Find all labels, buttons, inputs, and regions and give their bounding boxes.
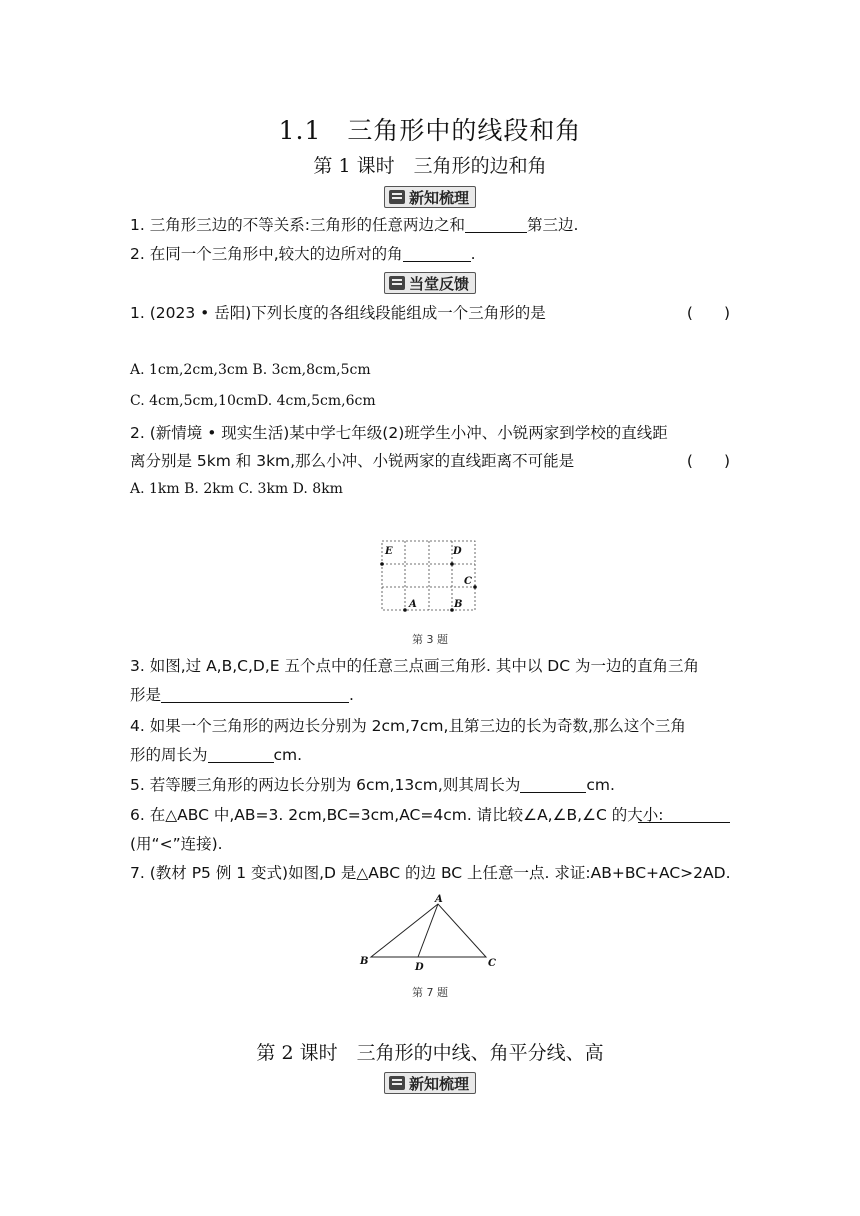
question-3-line-2: 形是 . — [130, 686, 354, 704]
question-1: 1. (2023 • 岳阳)下列长度的各组线段能组成一个三角形的是 ( ) — [130, 304, 730, 322]
point-E — [380, 562, 384, 566]
question-2-line-2: 离分别是 5km 和 3km,那么小冲、小锐两家的直线距离不可能是 ( ) — [130, 452, 730, 470]
question-7: 7. (教材 P5 例 1 变式)如图,D 是△ABC 的边 BC 上任意一点. 求证:AB+BC+AC>2AD. — [130, 864, 731, 882]
question-5: 5. 若等腰三角形的两边长分别为 6cm,13cm,则其周长为 cm. — [130, 776, 615, 794]
answer-blank[interactable] — [208, 746, 274, 763]
pencil-icon — [389, 276, 405, 290]
label-C: C — [464, 576, 472, 587]
lesson-2-title: 第 2 课时 三角形的中线、角平分线、高 — [256, 1042, 604, 1064]
label-B: B — [360, 956, 369, 967]
label-A: A — [435, 894, 443, 905]
question-4-line-1: 4. 如果一个三角形的两边长分别为 2cm,7cm,且第三边的长为奇数,那么这个三角 — [130, 717, 686, 735]
question-6-line-1: 6. 在△ABC 中,AB=3. 2cm,BC=3cm,AC=4cm. 请比较∠A,∠B,∠C 的大小: — [130, 804, 730, 826]
badge-label: 新知梳理 — [408, 1074, 470, 1093]
question-1-options-row-1: A. 1cm,2cm,3cm B. 3cm,8cm,5cm — [130, 362, 371, 378]
book-icon — [389, 1076, 405, 1090]
badge-label: 当堂反馈 — [408, 274, 470, 293]
learn-item-2: 2. 在同一个三角形中,较大的边所对的角 . — [130, 245, 476, 263]
badge-label: 新知梳理 — [408, 188, 470, 207]
question-4-line-2: 形的周长为 cm. — [130, 746, 303, 764]
answer-parentheses[interactable]: ( ) — [686, 304, 730, 322]
section-badge-learn — [384, 186, 476, 208]
question-2-line-1: 2. (新情境 • 现实生活)某中学七年级(2)班学生小冲、小锐两家到学校的直线距 — [130, 424, 668, 442]
answer-blank[interactable] — [161, 686, 349, 703]
section-badge-practice — [384, 272, 476, 294]
learn-item-1: 1. 三角形三边的不等关系:三角形的任意两边之和 第三边. — [130, 216, 579, 234]
figure-7-caption: 第 7 题 — [412, 986, 448, 999]
page-title: 1.1 三角形中的线段和角 — [278, 116, 582, 145]
answer-blank[interactable] — [520, 776, 586, 793]
point-C — [473, 585, 477, 589]
question-3-line-1: 3. 如图,过 A,B,C,D,E 五个点中的任意三点画三角形. 其中以 DC 为一边的直角三角 — [130, 657, 699, 675]
label-D: D — [453, 546, 462, 557]
label-C: C — [488, 958, 496, 969]
lesson-1-title: 第 1 课时 三角形的边和角 — [313, 155, 547, 177]
section-badge-learn-2 — [384, 1072, 476, 1094]
label-D: D — [415, 962, 424, 973]
figure-7-triangle — [355, 893, 505, 973]
answer-parentheses[interactable]: ( ) — [686, 452, 730, 470]
book-icon — [389, 190, 405, 204]
answer-blank[interactable] — [403, 245, 471, 262]
label-B: B — [454, 599, 463, 610]
question-2-options: A. 1km B. 2km C. 3km D. 8km — [130, 481, 343, 497]
figure-3-caption: 第 3 题 — [412, 633, 448, 646]
point-A — [403, 608, 407, 612]
label-E: E — [385, 546, 393, 557]
question-1-options-row-2: C. 4cm,5cm,10cmD. 4cm,5cm,6cm — [130, 393, 376, 409]
question-6-line-2: (用“<”连接). — [130, 835, 223, 853]
label-A: A — [409, 599, 417, 610]
answer-blank[interactable] — [638, 806, 730, 823]
figure-3-grid — [370, 535, 490, 617]
point-D — [450, 562, 454, 566]
answer-blank[interactable] — [465, 216, 527, 233]
